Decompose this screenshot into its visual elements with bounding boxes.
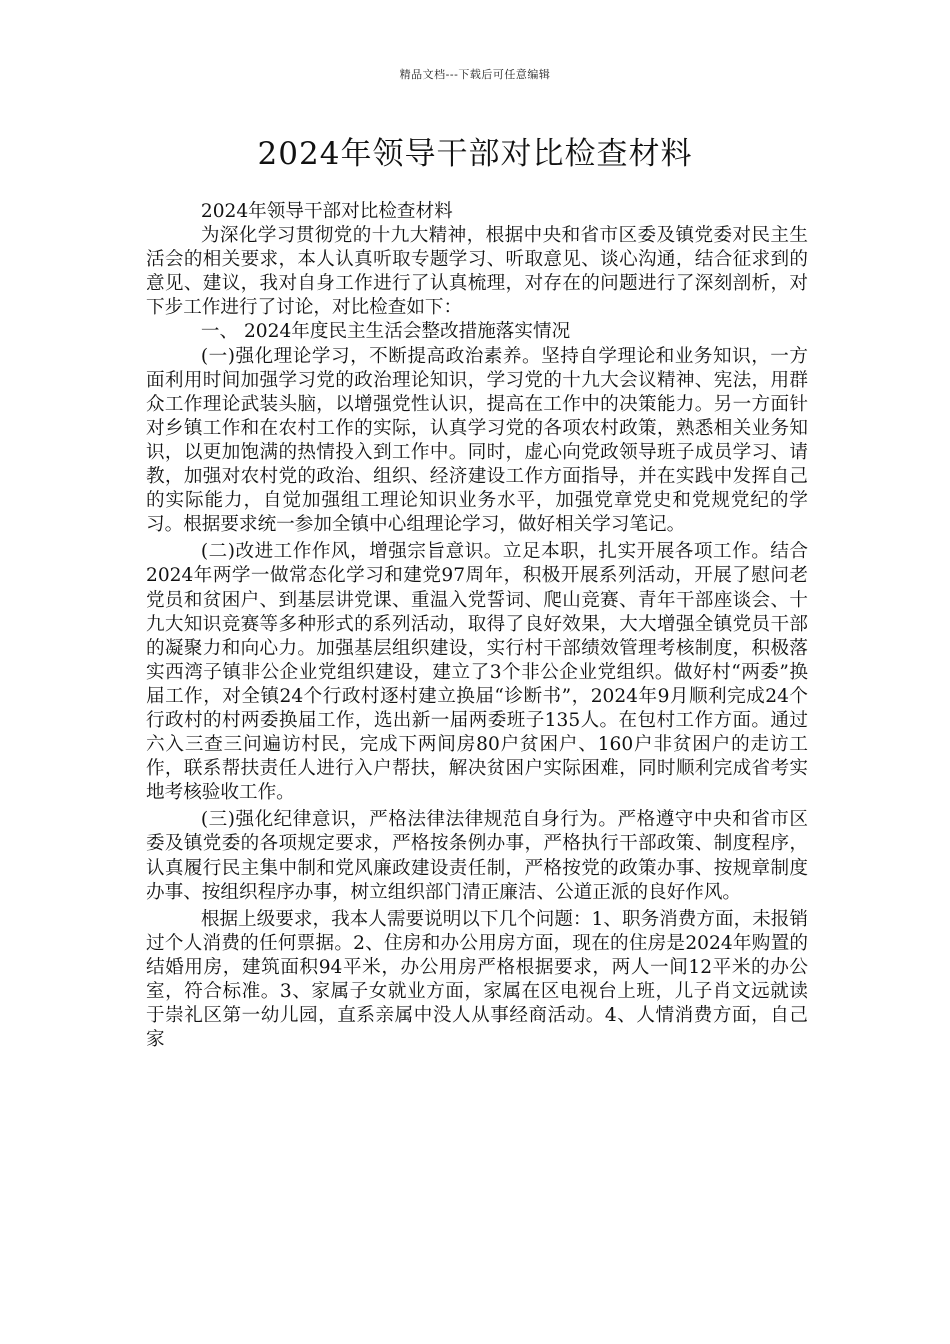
paragraph-personal-statement: 根据上级要求，我本人需要说明以下几个问题：1、职务消费方面，未报销过个人消费的任何票据。2、住房和办公用房方面，现在的住房是2024年购置的结婚用房，建筑面积94平米，办公用房严格根据要求，两人一间12平米的办公室，符合标准。3、家属子女就业方面，家属在区电视台上班，儿子肖文远就读于崇礼区第一幼儿园，直系亲属中没人从事经商活动。4、人情消费方面，自己家 xyxy=(146,908,808,1051)
paragraph-theory-study: (一)强化理论学习，不断提高政治素养。坚持自学理论和业务知识，一方面利用时间加强学习党的政治理论知识，学习党的十九大会议精神、宪法，用群众工作理论武装头脑，以增强党性认识，提高在工作中的决策能力。另一方面针对乡镇工作和在农村工作的实际，认真学习党的各项农村政策，熟悉相关业务知识，以更加饱满的热情投入到工作中。同时，虚心向党政领导班子成员学习、请教，加强对农村党的政治、组织、经济建设工作方面指导，并在实践中发挥自己的实际能力，自觉加强组工理论知识业务水平，加强党章党史和党规党纪的学习。根据要求统一参加全镇中心组理论学习，做好相关学习笔记。 xyxy=(146,345,808,536)
paragraph-discipline: (三)强化纪律意识，严格法律法律规范自身行为。严格遵守中央和省市区委及镇党委的各项规定要求，严格按条例办事，严格执行干部政策、制度程序，认真履行民主集中制和党风廉政建设责任制，严格按党的政策办事、按规章制度办事、按组织程序办事，树立组织部门清正廉洁、公道正派的良好作风。 xyxy=(146,809,808,903)
paragraph-intro: 为深化学习贯彻党的十九大精神，根据中央和省市区委及镇党委对民主生活会的相关要求，本人认真听取专题学习、听取意见、谈心沟通，结合征求到的意见、建议，我对自身工作进行了认真梳理，对存在的问题进行了深刻剖析，对下步工作进行了讨论，对比检查如下： xyxy=(146,225,808,319)
paragraph-subtitle: 2024年领导干部对比检查材料 xyxy=(200,201,453,222)
document-body xyxy=(146,200,808,1052)
document-title: 2024年领导干部对比检查材料 xyxy=(257,136,693,172)
header-note: 精品文档---下载后可任意编辑 xyxy=(399,68,551,81)
section-heading: 一、 2024年度民主生活会整改措施落实情况 xyxy=(200,321,571,343)
paragraph-work-style: (二)改进工作作风，增强宗旨意识。立足本职，扎实开展各项工作。结合2024年两学一做常态化学习和建党97周年，积极开展系列活动，开展了慰问老党员和贫困户、到基层讲党课、重温入党誓词、爬山竞赛、青年干部座谈会、十九大知识竞赛等多种形式的系列活动，取得了良好效果，大大增强全镇党员干部的凝聚力和向心力。加强基层组织建设，实行村干部绩效管理考核制度，积极落实西湾子镇非公企业党组织建设，建立了3个非公企业党组织。做好村“两委”换届工作，对全镇24个行政村逐村建立换届“诊断书”，2024年9月顺利完成24个行政村的村两委换届工作，选出新一届两委班子135人。在包村工作方面。通过六入三查三问遍访村民，完成下两间房80户贫困户、160户非贫困户的走访工作，联系帮扶责任人进行入户帮扶，解决贫困户实际困难，同时顺利完成省考实地考核验收工作。 xyxy=(146,541,808,804)
